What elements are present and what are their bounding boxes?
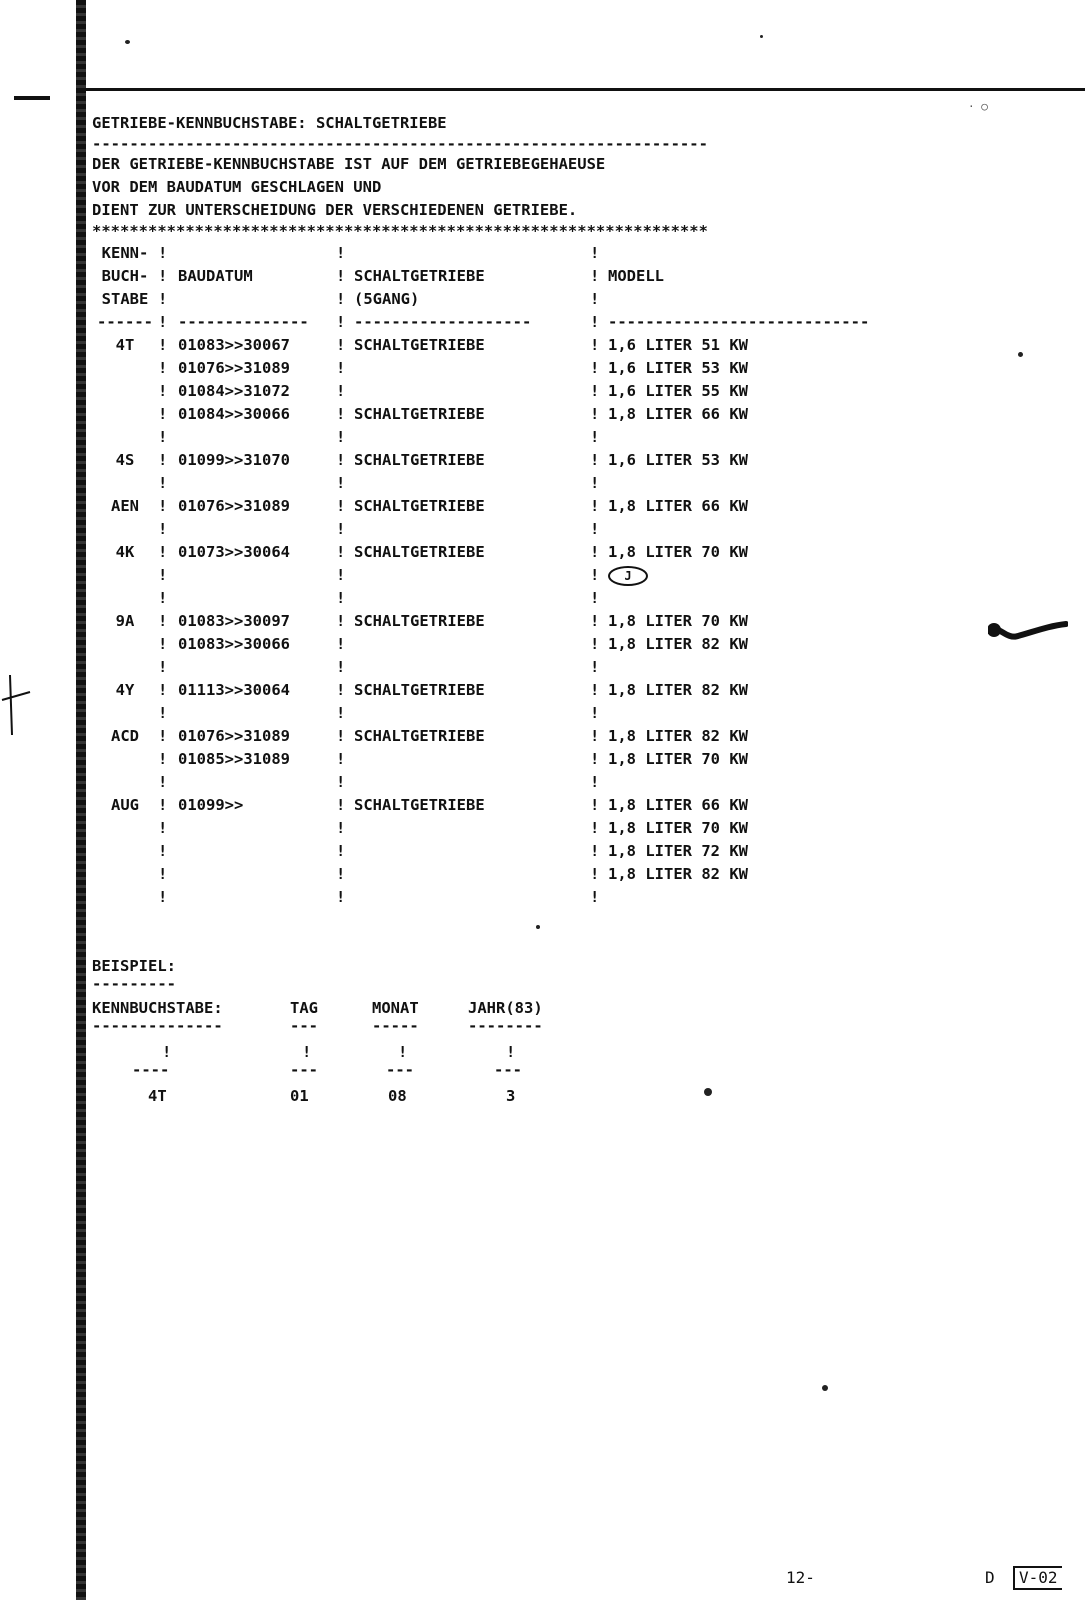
code-table-body bbox=[92, 242, 938, 909]
cell-date bbox=[178, 840, 336, 863]
cell-date: 01084>>31072 bbox=[178, 382, 290, 400]
cell-model bbox=[608, 587, 938, 610]
cell-sep3: ! bbox=[590, 819, 600, 837]
cell-sep2: ! bbox=[336, 267, 346, 285]
cell-sep3: ! bbox=[590, 497, 600, 515]
cell-sep3: ! bbox=[590, 359, 600, 377]
cell-date: BAUDATUM bbox=[178, 267, 253, 285]
intro-line-2: VOR DEM BAUDATUM GESCHLAGEN UND bbox=[92, 178, 382, 196]
cell-sep1: ! bbox=[158, 635, 168, 653]
example-section bbox=[92, 955, 543, 1109]
cell-sep1: ! bbox=[158, 428, 168, 446]
cell-sep2: ! bbox=[336, 451, 346, 469]
cell-model: 1,8 LITER 82 KW bbox=[608, 635, 748, 653]
margin-tab-mark bbox=[14, 96, 50, 100]
title-rule: ------------------------------------------------------------------ bbox=[92, 135, 708, 153]
cell-model: 1,6 LITER 53 KW bbox=[608, 451, 748, 469]
cell-model bbox=[608, 518, 938, 541]
ink-stroke bbox=[0, 670, 40, 740]
cell-date: 01113>>30064 bbox=[178, 681, 290, 699]
cell-code bbox=[92, 817, 158, 840]
cell-date bbox=[178, 771, 336, 794]
cell-sep3: ! bbox=[590, 704, 600, 722]
cell-sep3: ! bbox=[590, 474, 600, 492]
cell-sep2: ! bbox=[336, 842, 346, 860]
cell-date: 01099>> bbox=[178, 796, 244, 814]
cell-sep3: ! bbox=[590, 244, 600, 262]
example-label-jahr: JAHR(83) bbox=[468, 999, 543, 1017]
table-row bbox=[92, 817, 938, 840]
cell-sep2: ! bbox=[336, 658, 346, 676]
cell-model: ---------------------------- bbox=[608, 313, 870, 331]
cell-date: 01084>>30066 bbox=[178, 405, 290, 423]
cell-sep1: ! bbox=[158, 819, 168, 837]
cell-gear bbox=[354, 656, 590, 679]
table-row bbox=[92, 863, 938, 886]
example-title: BEISPIEL: bbox=[92, 957, 176, 975]
cell-model bbox=[608, 472, 938, 495]
table-row bbox=[92, 449, 938, 472]
cell-gear bbox=[354, 748, 590, 771]
example-short-rule-jahr: --- bbox=[494, 1061, 522, 1079]
cell-gear bbox=[354, 702, 590, 725]
cell-sep1: ! bbox=[158, 566, 168, 584]
table-row bbox=[92, 357, 938, 380]
cell-sep3: ! bbox=[590, 635, 600, 653]
cell-sep1: ! bbox=[158, 382, 168, 400]
cell-sep2: ! bbox=[336, 635, 346, 653]
example-rule-jahr: -------- bbox=[468, 1017, 543, 1035]
cell-sep2: ! bbox=[336, 359, 346, 377]
example-rule-tag: --- bbox=[290, 1017, 318, 1035]
example-short-rule-kb: ---- bbox=[132, 1061, 170, 1079]
cell-code bbox=[92, 633, 158, 656]
cell-sep1: ! bbox=[158, 888, 168, 906]
cell-sep2: ! bbox=[336, 244, 346, 262]
cell-code: ACD bbox=[111, 727, 139, 745]
cell-sep1: ! bbox=[158, 359, 168, 377]
cell-gear: SCHALTGETRIEBE bbox=[354, 497, 485, 515]
cell-sep3: ! bbox=[590, 313, 600, 331]
cell-sep3: ! bbox=[590, 796, 600, 814]
cell-code: ------ bbox=[97, 313, 153, 331]
cell-code: STABE bbox=[101, 290, 149, 308]
cell-sep1: ! bbox=[158, 865, 168, 883]
cell-model: 1,6 LITER 53 KW bbox=[608, 359, 748, 377]
table-row bbox=[92, 748, 938, 771]
cell-sep3: ! bbox=[590, 589, 600, 607]
table-row bbox=[92, 633, 938, 656]
cell-model bbox=[608, 771, 938, 794]
table-row bbox=[92, 541, 938, 564]
example-rule-monat: ----- bbox=[372, 1017, 419, 1035]
cell-code bbox=[92, 771, 158, 794]
cell-date: 01076>>31089 bbox=[178, 359, 290, 377]
cell-sep2: ! bbox=[336, 497, 346, 515]
table-row bbox=[92, 610, 938, 633]
cell-sep2: ! bbox=[336, 750, 346, 768]
cell-sep2: ! bbox=[336, 589, 346, 607]
cell-sep1: ! bbox=[158, 773, 168, 791]
cell-sep3: ! bbox=[590, 267, 600, 285]
example-bang-tag: ! bbox=[302, 1043, 312, 1061]
cell-date: 01073>>30064 bbox=[178, 543, 290, 561]
cell-sep1: ! bbox=[158, 704, 168, 722]
cell-sep1: ! bbox=[158, 750, 168, 768]
cell-sep2: ! bbox=[336, 313, 346, 331]
cell-model bbox=[608, 242, 938, 265]
cell-sep2: ! bbox=[336, 520, 346, 538]
cell-sep3: ! bbox=[590, 658, 600, 676]
table-row bbox=[92, 403, 938, 426]
cell-model: 1,8 LITER 70 KW bbox=[608, 612, 748, 630]
cell-gear: SCHALTGETRIEBE bbox=[354, 451, 485, 469]
table-row bbox=[92, 679, 938, 702]
table-row bbox=[92, 725, 938, 748]
cell-gear bbox=[354, 357, 590, 380]
cell-gear bbox=[354, 771, 590, 794]
cell-sep3: ! bbox=[590, 865, 600, 883]
cell-model: 1,8 LITER 70 KW bbox=[608, 819, 748, 837]
cell-sep1: ! bbox=[158, 290, 168, 308]
cell-model: 1,8 LITER 82 KW bbox=[608, 865, 748, 883]
cell-gear bbox=[354, 472, 590, 495]
page-title: GETRIEBE-KENNBUCHSTABE: SCHALTGETRIEBE bbox=[92, 114, 447, 132]
cell-gear bbox=[354, 242, 590, 265]
cell-gear bbox=[354, 518, 590, 541]
cell-sep1: ! bbox=[158, 543, 168, 561]
cell-code bbox=[92, 403, 158, 426]
cell-sep2: ! bbox=[336, 865, 346, 883]
cell-sep3: ! bbox=[590, 428, 600, 446]
cell-sep3: ! bbox=[590, 451, 600, 469]
page-number: 12- bbox=[786, 1568, 815, 1587]
cell-sep2: ! bbox=[336, 336, 346, 354]
cell-sep2: ! bbox=[336, 474, 346, 492]
cell-gear: ------------------- bbox=[354, 313, 532, 331]
cell-gear bbox=[354, 633, 590, 656]
cell-code: 4K bbox=[115, 543, 135, 561]
table-row bbox=[92, 380, 938, 403]
cell-model bbox=[608, 288, 938, 311]
cell-sep3: ! bbox=[590, 520, 600, 538]
cell-sep3: ! bbox=[590, 336, 600, 354]
cell-date bbox=[178, 702, 336, 725]
example-value-tag: 01 bbox=[290, 1087, 309, 1105]
cell-sep2: ! bbox=[336, 819, 346, 837]
table-row bbox=[92, 587, 938, 610]
cell-model: 1,8 LITER 66 KW bbox=[608, 405, 748, 423]
example-bang-kb: ! bbox=[162, 1043, 172, 1061]
cell-sep3: ! bbox=[590, 290, 600, 308]
table-header-row bbox=[92, 242, 938, 265]
cell-model: 1,8 LITER 72 KW bbox=[608, 842, 748, 860]
cell-sep1: ! bbox=[158, 520, 168, 538]
cell-sep2: ! bbox=[336, 704, 346, 722]
cell-gear bbox=[354, 426, 590, 449]
cell-sep3: ! bbox=[590, 681, 600, 699]
cell-code bbox=[92, 518, 158, 541]
cell-sep1: ! bbox=[158, 727, 168, 745]
cell-gear: SCHALTGETRIEBE bbox=[354, 336, 485, 354]
cell-sep3: ! bbox=[590, 727, 600, 745]
example-label-kennbuchstabe: KENNBUCHSTABE: bbox=[92, 999, 223, 1017]
cell-sep1: ! bbox=[158, 451, 168, 469]
cell-gear bbox=[354, 587, 590, 610]
cell-gear: SCHALTGETRIEBE bbox=[354, 681, 485, 699]
cell-model: 1,8 LITER 70 KW bbox=[608, 750, 748, 768]
cell-sep2: ! bbox=[336, 290, 346, 308]
cell-code bbox=[92, 840, 158, 863]
example-bang-monat: ! bbox=[398, 1043, 408, 1061]
cell-model bbox=[608, 426, 938, 449]
cell-date bbox=[178, 656, 336, 679]
cell-sep3: ! bbox=[590, 842, 600, 860]
cell-code bbox=[92, 886, 158, 909]
table-header-row bbox=[92, 265, 938, 288]
cell-code: 4T bbox=[115, 336, 135, 354]
cell-sep3: ! bbox=[590, 773, 600, 791]
cell-model: 1,8 LITER 82 KW bbox=[608, 727, 748, 745]
cell-sep2: ! bbox=[336, 428, 346, 446]
intro-line-1: DER GETRIEBE-KENNBUCHSTABE IST AUF DEM GETRIEBEGEHAEUSE bbox=[92, 155, 606, 173]
star-rule: ****************************************************************** bbox=[92, 222, 708, 240]
cell-date bbox=[178, 817, 336, 840]
cell-code bbox=[92, 702, 158, 725]
table-row bbox=[92, 886, 938, 909]
cell-sep1: ! bbox=[158, 612, 168, 630]
cell-date bbox=[178, 587, 336, 610]
cell-code: 9A bbox=[115, 612, 135, 630]
example-title-rule: --------- bbox=[92, 975, 176, 993]
cell-code: AEN bbox=[111, 497, 139, 515]
cell-code: KENN- bbox=[101, 244, 149, 262]
cell-sep1: ! bbox=[158, 267, 168, 285]
top-rule bbox=[86, 88, 1085, 91]
cell-date bbox=[178, 472, 336, 495]
punch-hole-mark: · ○ bbox=[968, 100, 988, 113]
cell-code bbox=[92, 748, 158, 771]
table-row bbox=[92, 426, 938, 449]
cell-code: AUG bbox=[111, 796, 139, 814]
cell-model: 1,8 LITER 66 KW bbox=[608, 796, 748, 814]
cell-model: 1,8 LITER 82 KW bbox=[608, 681, 748, 699]
circled-mark: J bbox=[608, 566, 648, 586]
table-row bbox=[92, 840, 938, 863]
cell-gear bbox=[354, 840, 590, 863]
cell-sep2: ! bbox=[336, 773, 346, 791]
cell-sep1: ! bbox=[158, 658, 168, 676]
cell-sep1: ! bbox=[158, 313, 168, 331]
cell-sep1: ! bbox=[158, 796, 168, 814]
cell-date bbox=[178, 242, 336, 265]
cell-sep1: ! bbox=[158, 474, 168, 492]
cell-date bbox=[178, 863, 336, 886]
cell-code bbox=[92, 380, 158, 403]
example-bang-jahr: ! bbox=[506, 1043, 516, 1061]
document-body bbox=[92, 112, 952, 909]
cell-date: 01085>>31089 bbox=[178, 750, 290, 768]
cell-sep2: ! bbox=[336, 566, 346, 584]
example-value-jahr: 3 bbox=[506, 1087, 516, 1105]
cell-sep3: ! bbox=[590, 382, 600, 400]
cell-date: 01076>>31089 bbox=[178, 497, 290, 515]
cell-gear: SCHALTGETRIEBE bbox=[354, 267, 485, 285]
cell-code bbox=[92, 472, 158, 495]
cell-sep3: ! bbox=[590, 750, 600, 768]
cell-sep2: ! bbox=[336, 543, 346, 561]
cell-sep3: ! bbox=[590, 405, 600, 423]
ink-blot bbox=[988, 620, 1068, 642]
cell-sep3: ! bbox=[590, 888, 600, 906]
cell-gear bbox=[354, 863, 590, 886]
table-row bbox=[92, 518, 938, 541]
cell-sep2: ! bbox=[336, 612, 346, 630]
cell-date bbox=[178, 288, 336, 311]
cell-sep3: ! bbox=[590, 566, 600, 584]
cell-sep1: ! bbox=[158, 681, 168, 699]
cell-sep2: ! bbox=[336, 796, 346, 814]
table-row bbox=[92, 334, 938, 357]
cell-gear: (5GANG) bbox=[354, 290, 420, 308]
example-value-kb: 4T bbox=[148, 1087, 167, 1105]
table-row bbox=[92, 702, 938, 725]
cell-code bbox=[92, 426, 158, 449]
binding-edge bbox=[76, 0, 86, 1600]
cell-gear: SCHALTGETRIEBE bbox=[354, 543, 485, 561]
example-short-rule-tag: --- bbox=[290, 1061, 318, 1079]
footer-code: V-02 bbox=[1013, 1566, 1062, 1590]
cell-date bbox=[178, 564, 336, 587]
cell-sep3: ! bbox=[590, 543, 600, 561]
cell-code bbox=[92, 863, 158, 886]
cell-sep1: ! bbox=[158, 589, 168, 607]
cell-date: 01083>>30067 bbox=[178, 336, 290, 354]
cell-gear: SCHALTGETRIEBE bbox=[354, 405, 485, 423]
cell-gear bbox=[354, 564, 590, 587]
cell-gear bbox=[354, 886, 590, 909]
cell-date: 01099>>31070 bbox=[178, 451, 290, 469]
table-divider-row bbox=[92, 311, 938, 334]
example-label-monat: MONAT bbox=[372, 999, 419, 1017]
cell-code bbox=[92, 587, 158, 610]
cell-model bbox=[608, 886, 938, 909]
cell-model: MODELL bbox=[608, 267, 664, 285]
cell-sep2: ! bbox=[336, 888, 346, 906]
cell-model: 1,6 LITER 55 KW bbox=[608, 382, 748, 400]
cell-model: 1,8 LITER 70 KW bbox=[608, 543, 748, 561]
cell-sep1: ! bbox=[158, 336, 168, 354]
cell-date: 01083>>30097 bbox=[178, 612, 290, 630]
cell-model: 1,8 LITER 66 KW bbox=[608, 497, 748, 515]
cell-gear bbox=[354, 380, 590, 403]
cell-code: 4Y bbox=[115, 681, 135, 699]
cell-sep3: ! bbox=[590, 612, 600, 630]
example-value-monat: 08 bbox=[388, 1087, 407, 1105]
cell-sep1: ! bbox=[158, 244, 168, 262]
example-label-tag: TAG bbox=[290, 999, 318, 1017]
cell-code bbox=[92, 357, 158, 380]
cell-code bbox=[92, 564, 158, 587]
cell-sep1: ! bbox=[158, 405, 168, 423]
cell-code bbox=[92, 656, 158, 679]
cell-date bbox=[178, 518, 336, 541]
cell-code: 4S bbox=[115, 451, 135, 469]
cell-sep2: ! bbox=[336, 727, 346, 745]
example-rule-kb: -------------- bbox=[92, 1017, 223, 1035]
cell-model bbox=[608, 702, 938, 725]
example-short-rule-monat: --- bbox=[386, 1061, 414, 1079]
cell-date: 01076>>31089 bbox=[178, 727, 290, 745]
intro-line-3: DIENT ZUR UNTERSCHEIDUNG DER VERSCHIEDENEN GETRIEBE. bbox=[92, 201, 578, 219]
cell-model: 1,6 LITER 51 KW bbox=[608, 336, 748, 354]
cell-sep2: ! bbox=[336, 681, 346, 699]
table-row bbox=[92, 472, 938, 495]
cell-date bbox=[178, 426, 336, 449]
table-row bbox=[92, 495, 938, 518]
footer-letter: D bbox=[985, 1568, 995, 1587]
cell-model bbox=[608, 564, 938, 587]
cell-date: -------------- bbox=[178, 313, 309, 331]
table-row bbox=[92, 656, 938, 679]
cell-sep2: ! bbox=[336, 382, 346, 400]
cell-sep1: ! bbox=[158, 842, 168, 860]
cell-date: 01083>>30066 bbox=[178, 635, 290, 653]
table-row bbox=[92, 564, 938, 587]
table-header-row bbox=[92, 288, 938, 311]
table-row bbox=[92, 794, 938, 817]
cell-sep1: ! bbox=[158, 497, 168, 515]
cell-gear bbox=[354, 817, 590, 840]
cell-sep2: ! bbox=[336, 405, 346, 423]
cell-date bbox=[178, 886, 336, 909]
code-table bbox=[92, 242, 938, 909]
cell-gear: SCHALTGETRIEBE bbox=[354, 612, 485, 630]
cell-code: BUCH- bbox=[101, 267, 149, 285]
table-row bbox=[92, 771, 938, 794]
cell-gear: SCHALTGETRIEBE bbox=[354, 796, 485, 814]
cell-model bbox=[608, 656, 938, 679]
cell-gear: SCHALTGETRIEBE bbox=[354, 727, 485, 745]
